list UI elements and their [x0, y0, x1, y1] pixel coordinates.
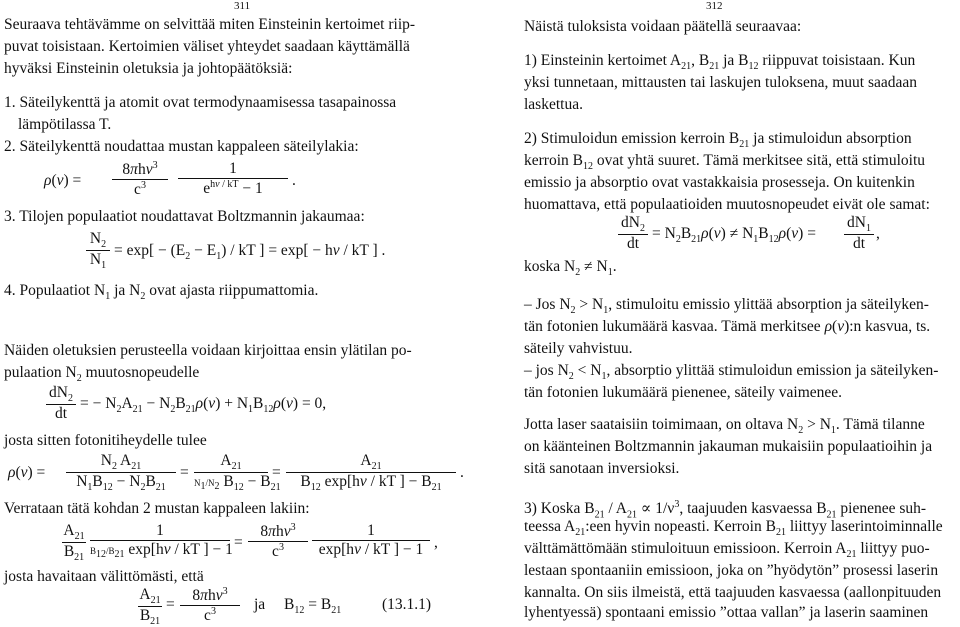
list-item-line: huomattava, että populaatioiden muutosnopeudet eivät ole samat:: [524, 196, 930, 213]
paragraph-line: koska $N_2 \ne N_1$.: [524, 258, 617, 279]
left-page: 311 Seuraava tehtävämme on selvittää miten Einsteinin kertoimet riip- puvat toisistaan. Kertoimien väliset yhteydet saadaan käyttämällä hyväksi Einsteinin oletuksia ja johtopäätöksiä: 1. Säteilykenttä ja atomit ovat termodynaamisessa tasapainossa lämpötilassa T. 2. Säteilykenttä noudattaa mustan kappaleen säteilylakia: ρ(ν) = 8πhν$^3$ $c^3$ 1 $e^{h\nu / kT} - 1$ . 3. Tilojen populaatiot noudattavat Boltzmannin jakaumaa: $N_2$ $N_1$ = $\exp[ - (E_2 - E_1)$ / kT ] = exp[ − hν / kT ] . 4. Populaatiot $N_1$ ja $N_2$ ovat ajasta riippumattomia. Näiden oletuksien perusteella voidaan kirjoittaa ensin ylätilan po- pulaation $N_2$ muutosnopeudelle $dN_2$ dt = − $N_2A_{21} - N_2B_{21}\rho(\nu) + N_1B_{12}\rho(\nu) = 0$, josta sitten fotonitiheydelle tulee ρ(ν) = $N_2$ $A_{21}$ $N_1B_{12} - N_2B_{21}$ = $A_{21}$ $N_1/N_2$ $B_{12} - B_{21}$ = $A_{21}$ $B_{12}$ exp[hν / kT ] − $B_{21}$ . Verrataan tätä kohdan 2 mustan kappaleen lakiin: $A_{21}$ $B_{21}$ 1 $B_{12}/B_{21}$ exp[hν / kT ] − 1 = 8πhν$^3$ $c^3$ 1 exp[hν / kT ] − 1 , josta havaitaan välittömästi, että $A_{21}$ $B_{21}$ = 8πhν$^3$ $c^3$ ja $B_{12} = B_{21}$ (13.1.1): [4, 0, 464, 627]
list-item: 2) Stimuloidun emission kerroin $B_{21}$ ja stimuloidun absorption: [524, 130, 912, 151]
intro-line: Seuraava tehtävämme on selvittää miten Einsteinin kertoimet riip-: [4, 16, 416, 33]
paragraph-line: Verrataan tätä kohdan 2 mustan kappaleen lakiin:: [4, 500, 310, 517]
paragraph-line: josta havaitaan välittömästi, että: [4, 568, 204, 585]
list-item: 2. Säteilykenttä noudattaa mustan kappaleen säteilylakia:: [4, 138, 359, 155]
paragraph-line: on käänteinen Boltzmannin jakauman mukaisiin populaatioihin ja: [524, 438, 933, 455]
list-item: lämpötilassa T.: [18, 116, 112, 133]
paragraph-line: Näiden oletuksien perusteella voidaan kirjoittaa ensin ylätilan po-: [4, 342, 412, 359]
list-item-line: kannalta. On siis ilmeistä, että taajuuden kasvaessa (aallonpituuden: [524, 584, 942, 601]
page-number: 312: [706, 0, 723, 12]
bullet-item-line: tän fotonien lukumäärä kasvaa. Tämä merkitsee ρ(ν):n kasvua, ts.: [524, 318, 931, 335]
paragraph-line: josta sitten fotonitiheydelle tulee: [4, 432, 207, 449]
bullet-item: – jos $N_2 < N_1$, absorptio ylittää stimuloidun emission ja säteilyken-: [524, 362, 939, 383]
equation-number: (13.1.1): [382, 596, 432, 613]
list-item-line: kerroin $B_{12}$ ovat yhtä suuret. Tämä merkitsee sitä, että stimuloitu: [524, 152, 926, 173]
intro-line: Näistä tuloksista voidaan päätellä seuraavaa:: [524, 18, 802, 35]
paragraph-line: pulaation $N_2$ muutosnopeudelle: [4, 364, 200, 385]
list-item-line: välttämättömään stimuloituun emissioon. Kerroin $A_{21}$ liittyy puo-: [524, 540, 930, 561]
right-page: 312 Näistä tuloksista voidaan päätellä seuraavaa: 1) Einsteinin kertoimet $A_{21}$, $B_{21}$ ja $B_{12}$ riippuvat toisistaan. Kun yksi tunnetaan, mittausten tai laskujen tuloksena, muut saadaan laskettua. 2) Stimuloidun emission kerroin $B_{21}$ ja stimuloidun absorption kerroin $B_{12}$ ovat yhtä suuret. Tämä merkitsee sitä, että stimuloitu emissio ja absorptio ovat vastakkaisia prosesseja. On kuitenkin huomattava, että populaatioiden muutosnopeudet eivät ole samat: $dN_2$ dt = $N_2B_{21}\rho(\nu) \ne N_1B_{12}\rho(\nu)$ = $dN_1$ dt , koska $N_2 \ne N_1$. – Jos $N_2 > N_1$, stimuloitu emissio ylittää absorption ja säteilyken- tän fotonien lukumäärä kasvaa. Tämä merkitsee ρ(ν):n kasvua, ts. säteily vahvistuu. – jos $N_2 < N_1$, absorptio ylittää stimuloidun emission ja säteilyken- tän fotonien lukumäärä pienenee, säteily vaimenee. Jotta laser saataisiin toimimaan, on oltava $N_2 > N_1$. Tämä tilanne on käänteinen Boltzmannin jakauman mukaisiin populaatioihin ja sitä sanotaan inversioksi. 3) Koska $B_{21} / A_{21} \propto 1/\nu^3$, taajuuden kasvaessa $B_{21}$ pienenee suh- teessa $A_{21}:een$ hyvin nopeasti. Kerroin $B_{21}$ liittyy laserintoiminnalle välttämättömään stimuloituun emissioon. Kerroin $A_{21}$ liittyy puo- lestaan spontaaniin emissioon, joka on ”hyödytön” prosessi laserin kannalta. On siis ilmeistä, että taajuuden kasvaessa (aallonpituuden lyhentyessä) spontaani emissio ”ottaa vallan” ja laserin saaminen: [524, 0, 943, 621]
list-item: 3. Tilojen populaatiot noudattavat Boltzmannin jakaumaa:: [4, 208, 365, 225]
list-item-line: teessa $A_{21}:een$ hyvin nopeasti. Kerroin $B_{21}$ liittyy laserintoiminnalle: [524, 518, 943, 539]
intro-line: puvat toisistaan. Kertoimien väliset yhteydet saadaan käyttämällä: [4, 38, 410, 55]
paragraph-line: Jotta laser saataisiin toimimaan, on oltava $N_2 > N_1$. Tämä tilanne: [524, 416, 925, 437]
list-item-line: lestaan spontaaniin emissioon, joka on ”hyödytön” prosessi laserin: [524, 562, 939, 579]
list-item-line: emissio ja absorptio ovat vastakkaisia prosesseja. On kuitenkin: [524, 174, 915, 191]
paragraph-line: sitä sanotaan inversioksi.: [524, 460, 680, 477]
list-item-line: yksi tunnetaan, mittausten tai laskujen tuloksena, muut saadaan: [524, 74, 918, 91]
bullet-item-line: tän fotonien lukumäärä pienenee, säteily vaimenee.: [524, 384, 843, 401]
intro-line: hyväksi Einsteinin oletuksia ja johtopäätöksiä:: [4, 60, 293, 77]
list-item: 1) Einsteinin kertoimet $A_{21}$, $B_{21}$ ja $B_{12}$ riippuvat toisistaan. Kun: [524, 52, 916, 73]
list-item: 4. Populaatiot $N_1$ ja $N_2$ ovat ajasta riippumattomia.: [4, 282, 319, 303]
bullet-item-line: säteily vahvistuu.: [524, 340, 633, 357]
list-item-line: lyhentyessä) spontaani emissio ”ottaa vallan” ja laserin saaminen: [524, 604, 929, 621]
page-number: 311: [234, 0, 251, 12]
bullet-item: – Jos $N_2 > N_1$, stimuloitu emissio ylittää absorption ja säteilyken-: [524, 296, 929, 317]
list-item-line: laskettua.: [524, 96, 583, 113]
list-item: 3) Koska $B_{21} / A_{21} \propto 1/\nu^3$, taajuuden kasvaessa $B_{21}$ pienenee suh-: [524, 499, 927, 521]
list-item: 1. Säteilykenttä ja atomit ovat termodynaamisessa tasapainossa: [4, 94, 397, 111]
